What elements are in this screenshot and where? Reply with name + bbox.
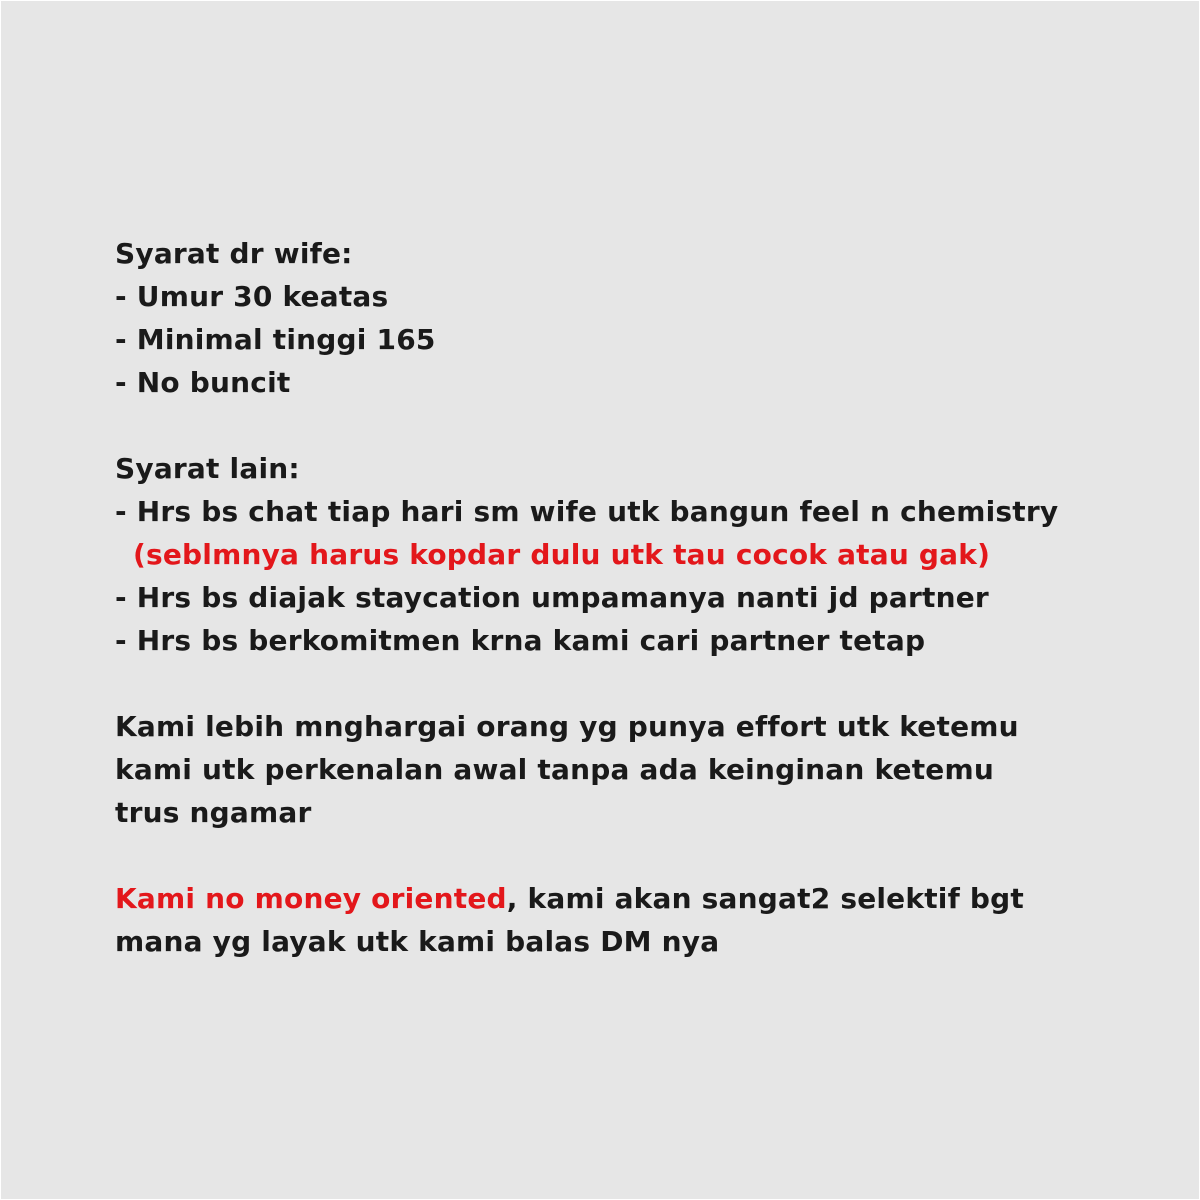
other-requirement-chat-note: (seblmnya harus kopdar dulu utk tau cocok atau gak) (133, 538, 991, 571)
other-requirement-chat: - Hrs bs chat tiap hari sm wife utk bangun feel n chemistry (115, 495, 1059, 528)
wife-requirement-body: - No buncit (115, 366, 291, 399)
spacer (115, 662, 1115, 705)
other-requirements-heading: Syarat lain: (115, 452, 300, 485)
spacer (115, 834, 1115, 877)
spacer (115, 404, 1115, 447)
other-requirement-staycation: - Hrs bs diajak staycation umpamanya nanti jd partner (115, 581, 989, 614)
wife-requirements-heading: Syarat dr wife: (115, 237, 353, 270)
effort-paragraph-line: trus ngamar (115, 796, 312, 829)
wife-requirement-age: - Umur 30 keatas (115, 280, 389, 313)
wife-requirement-height: - Minimal tinggi 165 (115, 323, 436, 356)
text-content (115, 232, 1115, 963)
effort-paragraph-line: Kami lebih mnghargai orang yg punya effort utk ketemu (115, 710, 1019, 743)
effort-paragraph-line: kami utk perkenalan awal tanpa ada keinginan ketemu (115, 753, 994, 786)
other-requirement-commitment: - Hrs bs berkomitmen krna kami cari partner tetap (115, 624, 926, 657)
no-money-highlight: Kami no money oriented (115, 882, 507, 915)
selective-paragraph-line: mana yg layak utk kami balas DM nya (115, 925, 720, 958)
selective-paragraph-line (115, 877, 1115, 920)
selective-paragraph-rest: , kami akan sangat2 selektif bgt (506, 882, 1024, 915)
